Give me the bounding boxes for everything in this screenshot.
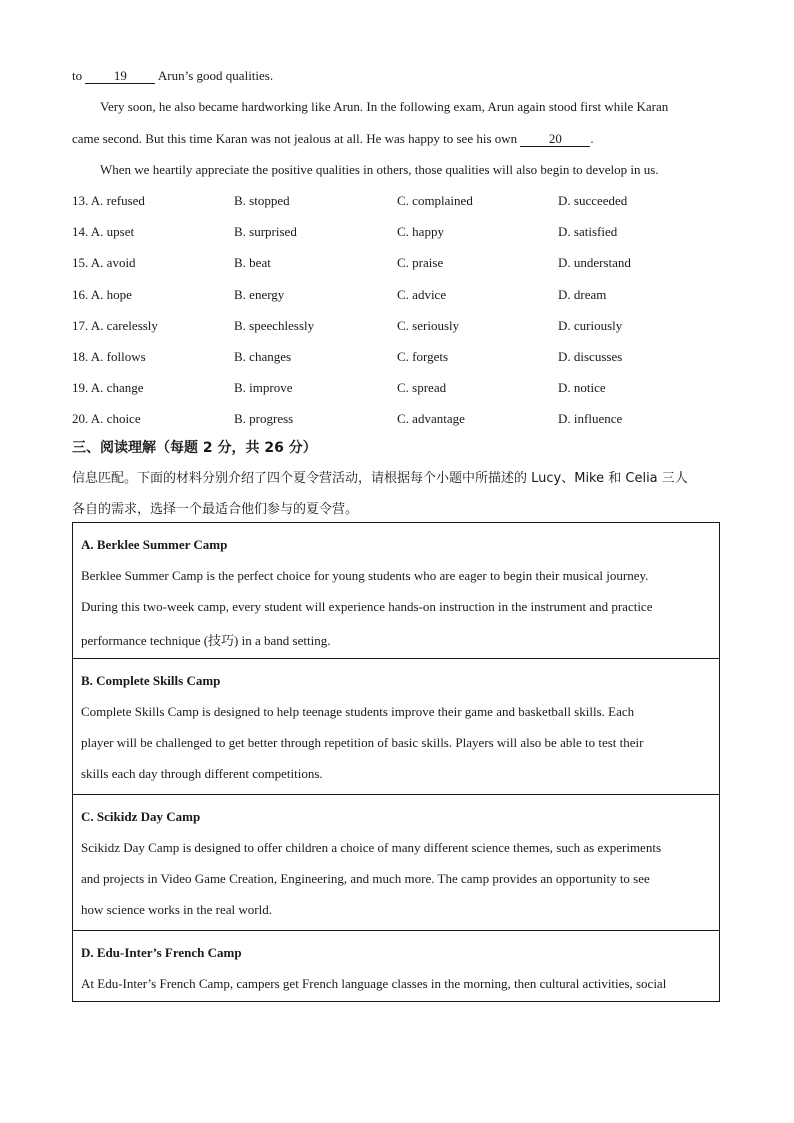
option-d: D. satisfied <box>558 224 618 239</box>
camp-text-line: At Edu-Inter’s French Camp, campers get French language classes in the morning, then cultural activities, social <box>81 976 667 991</box>
option-a: 14. A. upset <box>72 224 135 239</box>
option-b: B. stopped <box>234 193 290 208</box>
option-c: C. praise <box>397 255 444 270</box>
option-row-16 <box>72 287 732 307</box>
camp-text-line: Berklee Summer Camp is the perfect choice for young students who are eager to begin their musical journey. <box>81 568 649 583</box>
option-b: B. surprised <box>234 224 297 239</box>
camp-title: C. Scikidz Day Camp <box>81 809 201 824</box>
option-d: D. curiously <box>558 318 623 333</box>
option-a: 18. A. follows <box>72 349 146 364</box>
option-a: 19. A. change <box>72 380 144 395</box>
option-b: B. beat <box>234 255 271 270</box>
passage-line-1 <box>72 68 273 84</box>
option-d: D. dream <box>558 287 607 302</box>
blank-20: 20 <box>520 132 590 147</box>
option-row-17 <box>72 318 732 338</box>
camp-cell-d <box>73 931 719 1001</box>
option-c: C. spread <box>397 380 447 395</box>
option-b: B. changes <box>234 349 292 364</box>
option-a: 17. A. carelessly <box>72 318 158 333</box>
camp-title: B. Complete Skills Camp <box>81 673 221 688</box>
camp-text-line: Complete Skills Camp is designed to help teenage students improve their game and basketball skills. Each <box>81 704 635 719</box>
option-c: C. forgets <box>397 349 449 364</box>
camp-text-line: skills each day through different competitions. <box>81 766 323 781</box>
option-a: 16. A. hope <box>72 287 132 302</box>
camp-text-line: and projects in Video Game Creation, Engineering, and much more. The camp provides an opportunity to see <box>81 871 650 886</box>
camp-title: A. Berklee Summer Camp <box>81 537 228 552</box>
option-b: B. energy <box>234 287 285 302</box>
camp-text-line: player will be challenged to get better through repetition of basic skills. Players will also be able to test their <box>81 735 644 750</box>
option-row-13 <box>72 193 732 213</box>
option-d: D. succeeded <box>558 193 628 208</box>
section-instruction-2: 各自的需求，选择一个最适合他们参与的夏令营。 <box>72 502 359 517</box>
option-b: B. progress <box>234 411 294 426</box>
camp-text-line: performance technique (技巧) in a band setting. <box>81 633 331 648</box>
blank-19: 19 <box>85 69 155 84</box>
option-a: 13. A. refused <box>72 193 145 208</box>
option-row-15 <box>72 255 732 275</box>
camp-text-line: how science works in the real world. <box>81 902 272 917</box>
option-c: C. happy <box>397 224 444 239</box>
camp-cell-b <box>73 659 719 795</box>
camp-text-line: Scikidz Day Camp is designed to offer children a choice of many different science themes, such as experiments <box>81 840 661 855</box>
option-c: C. advantage <box>397 411 465 426</box>
passage-line-3 <box>72 131 594 147</box>
option-d: D. discusses <box>558 349 623 364</box>
option-b: B. speechlessly <box>234 318 315 333</box>
passage-line-4: When we heartily appreciate the positive qualities in others, those qualities will also begin to develop in us. <box>100 162 659 177</box>
option-row-14 <box>72 224 732 244</box>
passage-line-3-after: . <box>590 131 594 146</box>
camps-table <box>72 522 720 1002</box>
camp-text-line: During this two-week camp, every student will experience hands-on instruction in the instrument and practice <box>81 599 653 614</box>
option-row-20 <box>72 411 732 431</box>
option-b: B. improve <box>234 380 293 395</box>
section-title: 三、阅读理解（每题 2 分，共 26 分） <box>72 440 317 456</box>
section-instruction-1: 信息匹配。下面的材料分别介绍了四个夏令营活动，请根据每个小题中所描述的 Lucy、Mike 和 Celia 三人 <box>72 471 688 486</box>
passage-line-1-after: Arun’s good qualities. <box>157 68 274 83</box>
option-a: 15. A. avoid <box>72 255 136 270</box>
camp-title: D. Edu-Inter’s French Camp <box>81 945 242 960</box>
option-d: D. influence <box>558 411 623 426</box>
option-row-19 <box>72 380 732 400</box>
option-d: D. understand <box>558 255 631 270</box>
option-d: D. notice <box>558 380 606 395</box>
camp-cell-c <box>73 795 719 931</box>
option-a: 20. A. choice <box>72 411 141 426</box>
option-c: C. advice <box>397 287 447 302</box>
option-c: C. complained <box>397 193 473 208</box>
passage-line-3-before: came second. But this time Karan was not jealous at all. He was happy to see his own <box>72 131 518 146</box>
option-row-18 <box>72 349 732 369</box>
camp-cell-a <box>73 523 719 659</box>
passage-line-1-before: to <box>72 68 83 83</box>
passage-line-2: Very soon, he also became hardworking like Arun. In the following exam, Arun again stood first while Karan <box>100 99 669 114</box>
option-c: C. seriously <box>397 318 460 333</box>
